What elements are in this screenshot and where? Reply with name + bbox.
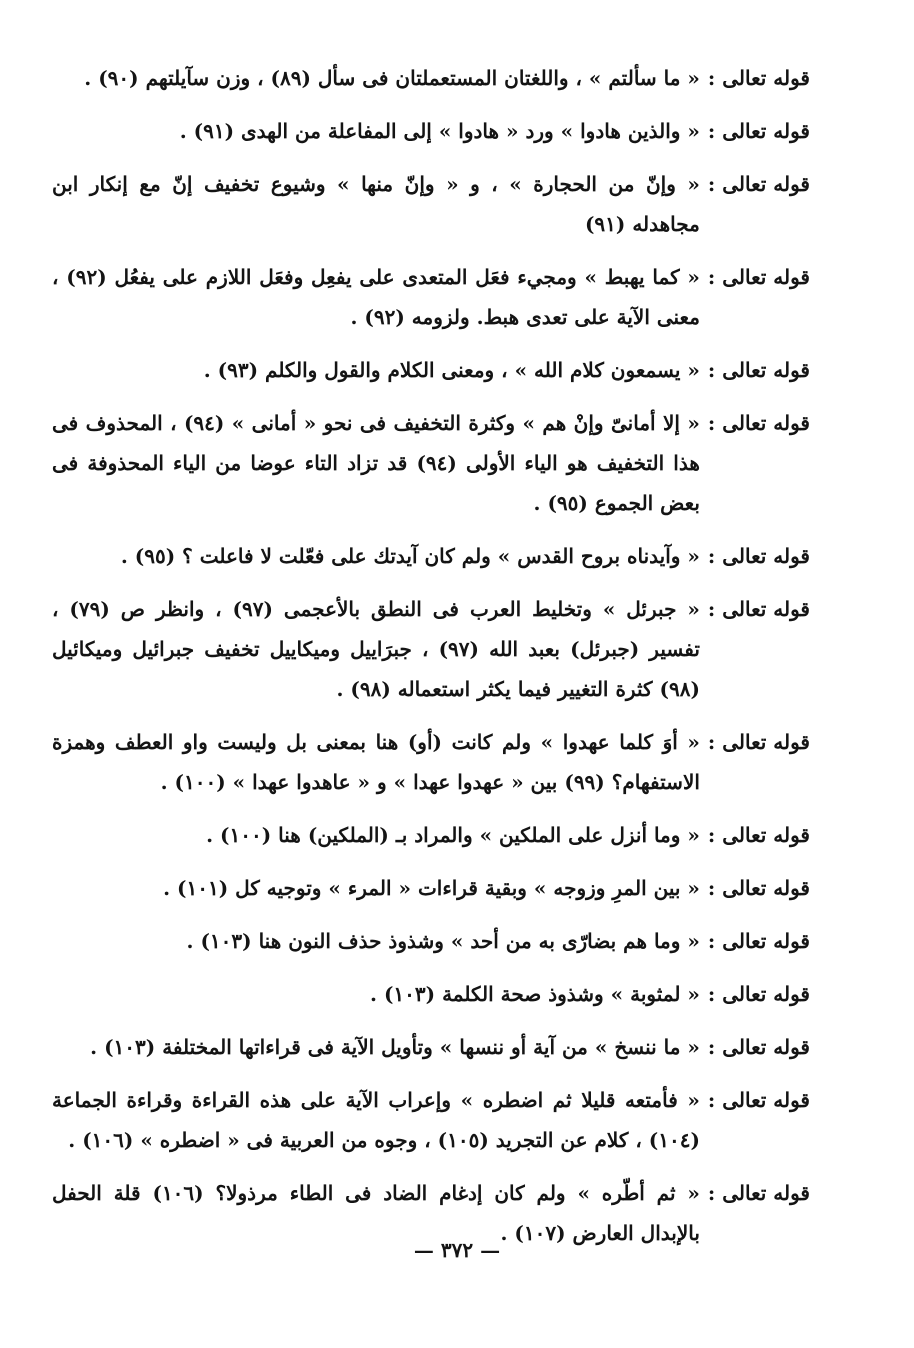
entry-label: قوله تعالى : xyxy=(707,66,810,90)
entry xyxy=(52,1080,810,1160)
entry-text: « والذين هادوا » ورد « هادوا » إلى المفاعلة من الهدى (٩١) . xyxy=(179,119,700,143)
entry xyxy=(52,536,810,576)
entry-label: قوله تعالى : xyxy=(707,929,810,953)
entry-text: « لمثوبة » وشذوذ صحة الكلمة (١٠٣) . xyxy=(370,982,700,1006)
entry-label: قوله تعالى : xyxy=(707,597,810,621)
entries-list xyxy=(52,58,810,1266)
entry-label: قوله تعالى : xyxy=(707,358,810,382)
entry-label: قوله تعالى : xyxy=(707,730,810,754)
entry-label: قوله تعالى : xyxy=(707,1181,810,1205)
entry xyxy=(52,350,810,390)
entry xyxy=(52,921,810,961)
entry-label: قوله تعالى : xyxy=(707,982,810,1006)
entry xyxy=(52,1027,810,1067)
entry xyxy=(52,111,810,151)
entry-text: « وإنّ من الحجارة » ، و « وإنّ منها » وشيوع تخفيف إنّ مع إنكار ابن مجاهدله (٩١) xyxy=(52,172,700,236)
entry-text: « فأمتعه قليلا ثم اضطره » وإعراب الآية على هذه القراءة وقراءة الجماعة (١٠٤) ، كلام عن التجريد (١٠٥) ، وجوه من العربية فى « اضطره » (١٠٦) . xyxy=(52,1088,700,1152)
entry-text: « وما أنزل على الملكين » والمراد بـ (الملكين) هنا (١٠٠) . xyxy=(206,823,700,847)
entry-text: « ثم أطّره » ولم كان إدغام الضاد فى الطاء مرذولا؟ (١٠٦) قلة الحفل بالإبدال العارض (١٠٧) . xyxy=(52,1181,700,1245)
entry xyxy=(52,974,810,1014)
entry-label: قوله تعالى : xyxy=(707,876,810,900)
entry-text: « وآيدناه بروح القدس » ولم كان آيدتك على فعّلت لا فاعلت ؟ (٩٥) . xyxy=(120,544,700,568)
entry-label: قوله تعالى : xyxy=(707,823,810,847)
entry-text: « بين المرِ وزوجه » وبقية قراءات « المرء » وتوجيه كل (١٠١) . xyxy=(163,876,700,900)
entry-label: قوله تعالى : xyxy=(707,1035,810,1059)
entry xyxy=(52,589,810,709)
entry-label: قوله تعالى : xyxy=(707,544,810,568)
entry-text: « يسمعون كلام الله » ، ومعنى الكلام والقول والكلم (٩٣) . xyxy=(203,358,700,382)
entry-text: « ما سألتم » ، واللغتان المستعملتان فى سأل (٨٩) ، وزن سآيلتهم (٩٠) . xyxy=(84,66,700,90)
entry-text: « وما هم بضارّى به من أحد » وشذوذ حذف النون هنا (١٠٣) . xyxy=(186,929,700,953)
entry xyxy=(52,58,810,98)
entry xyxy=(52,868,810,908)
entry-label: قوله تعالى : xyxy=(707,172,810,196)
entry xyxy=(52,257,810,337)
entry-label: قوله تعالى : xyxy=(707,265,810,289)
entry-text: « أوَ كلما عهدوا » ولم كانت (أو) هنا بمعنى بل وليست واو العطف وهمزة الاستفهام؟ (٩٩) بين « عهدوا عهدا » و « عاهدوا عهدا » (١٠٠) . xyxy=(52,730,700,794)
entry xyxy=(52,815,810,855)
entry-label: قوله تعالى : xyxy=(707,119,810,143)
page-number: — ٣٧٢ — xyxy=(413,1238,501,1262)
entry-text: « إلا أمانىّ وإنْ هم » وكثرة التخفيف فى نحو « أمانى » (٩٤) ، المحذوف فى هذا التخفيف هو الياء الأولى (٩٤) قد تزاد التاء عوضا من الياء المحذوفة فى بعض الجموع (٩٥) . xyxy=(52,411,700,515)
entry xyxy=(52,403,810,523)
entry-label: قوله تعالى : xyxy=(707,1088,810,1112)
entry-text: « ما ننسخ » من آية أو ننسها » وتأويل الآية فى قراءاتها المختلفة (١٠٣) . xyxy=(90,1035,700,1059)
entry-text: « جبرئل » وتخليط العرب فى النطق بالأعجمى (٩٧) ، وانظر ص (٧٩) ، تفسير (جبرئل) بعبد الله (٩٧) ، جبرَاييل وميكاييل تخفيف جبرائيل وميكائيل (٩٨) كثرة التغيير فيما يكثر استعماله (٩٨) . xyxy=(52,597,700,701)
entry-label: قوله تعالى : xyxy=(707,411,810,435)
entry xyxy=(52,722,810,802)
entry-text: « كما يهبط » ومجيء فعَل المتعدى على يفعِل وفعَل اللازم على يفعُل (٩٢) ، معنى الآية على تعدى هبط. ولزومه (٩٢) . xyxy=(52,265,700,329)
entry xyxy=(52,164,810,244)
